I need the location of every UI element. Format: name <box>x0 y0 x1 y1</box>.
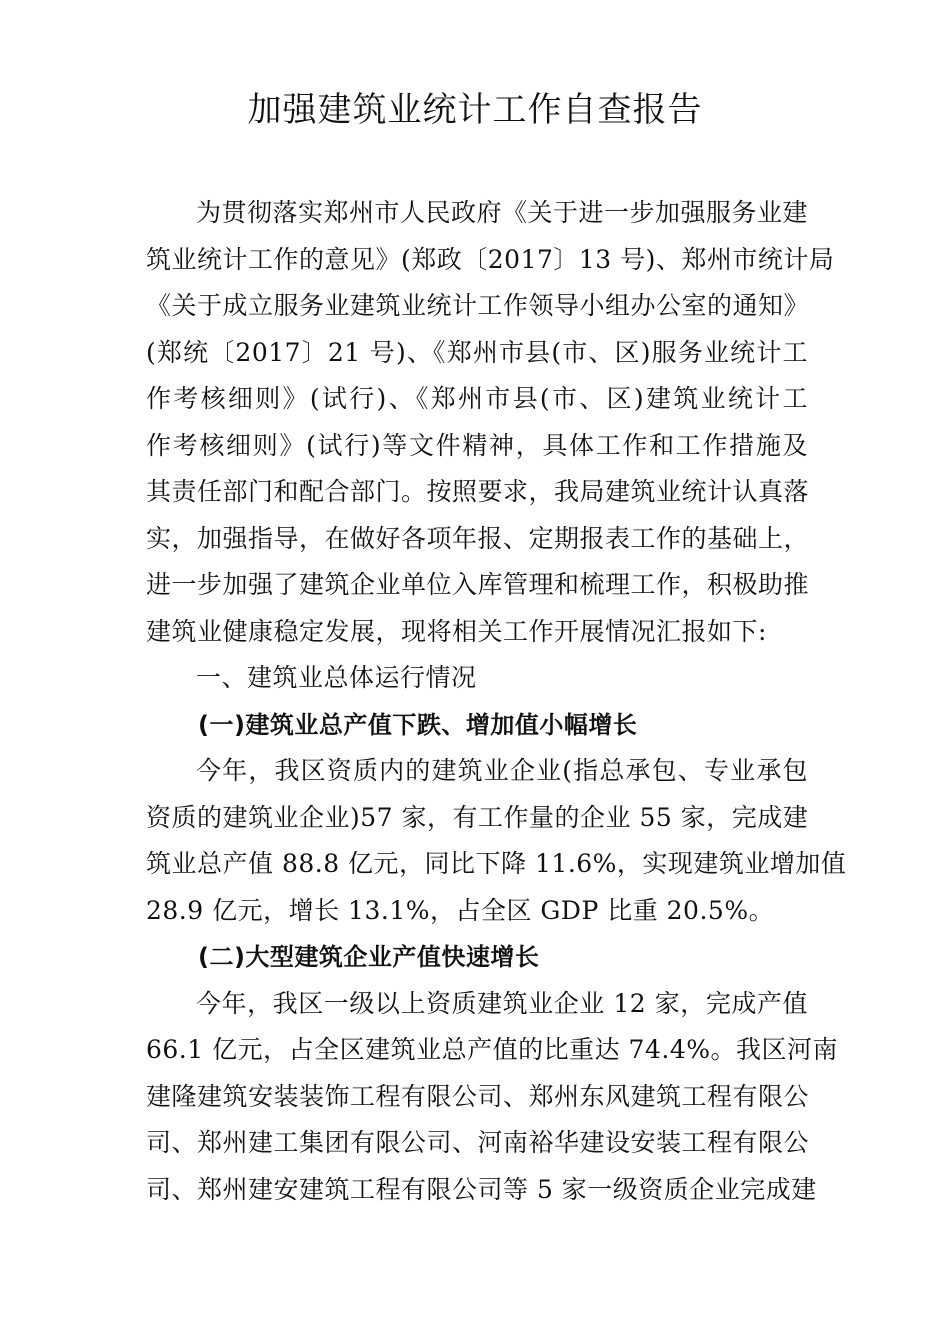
paragraph-line: 66.1 亿元，占全区建筑业总产值的比重达 74.4%。我区河南 <box>146 1035 838 1064</box>
paragraph-line: 作考核细则》(试行)、《郑州市县(市、区)建筑业统计工 <box>146 384 808 413</box>
paragraph-line: 为贯彻落实郑州市人民政府《关于进一步加强服务业建 <box>196 198 809 227</box>
paragraph-line: 建隆建筑安装装饰工程有限公司、郑州东风建筑工程有限公 <box>146 1081 810 1111</box>
paragraph-line: (郑统〔2017〕21 号)、《郑州市县(市、区)服务业统计工 <box>146 337 808 367</box>
paragraph-line: 28.9 亿元，增长 13.1%，占全区 GDP 比重 20.5%。 <box>146 895 775 925</box>
paragraph-line: 今年，我区资质内的建筑业企业(指总承包、专业承包 <box>196 756 808 785</box>
paragraph-line: 资质的建筑业企业)57 家，有工作量的企业 55 家，完成建 <box>146 802 809 832</box>
paragraph-line: 筑业统计工作的意见》(郑政〔2017〕13 号)、郑州市统计局 <box>146 244 835 274</box>
subsection-heading: (二)大型建筑企业产值快速增长 <box>198 943 540 971</box>
paragraph-line: 其责任部门和配合部门。按照要求，我局建筑业统计认真落 <box>146 477 810 506</box>
section-heading: 一、建筑业总体运行情况 <box>196 663 477 692</box>
paragraph-line: 作考核细则》(试行)等文件精神，具体工作和工作措施及 <box>146 430 808 460</box>
subsection-heading: (一)建筑业总产值下跌、增加值小幅增长 <box>198 710 638 739</box>
paragraph-line: 进一步加强了建筑企业单位入库管理和梳理工作，积极助推 <box>146 570 810 599</box>
paragraph-line: 实，加强指导，在做好各项年报、定期报表工作的基础上， <box>146 523 810 553</box>
paragraph-line: 《关于成立服务业建筑业统计工作领导小组办公室的通知》 <box>146 291 810 320</box>
paragraph-line: 建筑业健康稳定发展，现将相关工作开展情况汇报如下: <box>146 616 767 646</box>
paragraph-line: 司、郑州建工集团有限公司、河南裕华建设安装工程有限公 <box>146 1128 810 1157</box>
paragraph-line: 筑业总产值 88.8 亿元，同比下降 11.6%，实现建筑业增加值 <box>146 849 847 878</box>
document-title: 加强建筑业统计工作自查报告 <box>247 90 703 130</box>
paragraph-line: 今年，我区一级以上资质建筑业企业 12 家，完成产值 <box>196 988 808 1018</box>
document-body <box>146 190 847 1213</box>
paragraph-line: 司、郑州建安建筑工程有限公司等 5 家一级资质企业完成建 <box>146 1174 817 1204</box>
